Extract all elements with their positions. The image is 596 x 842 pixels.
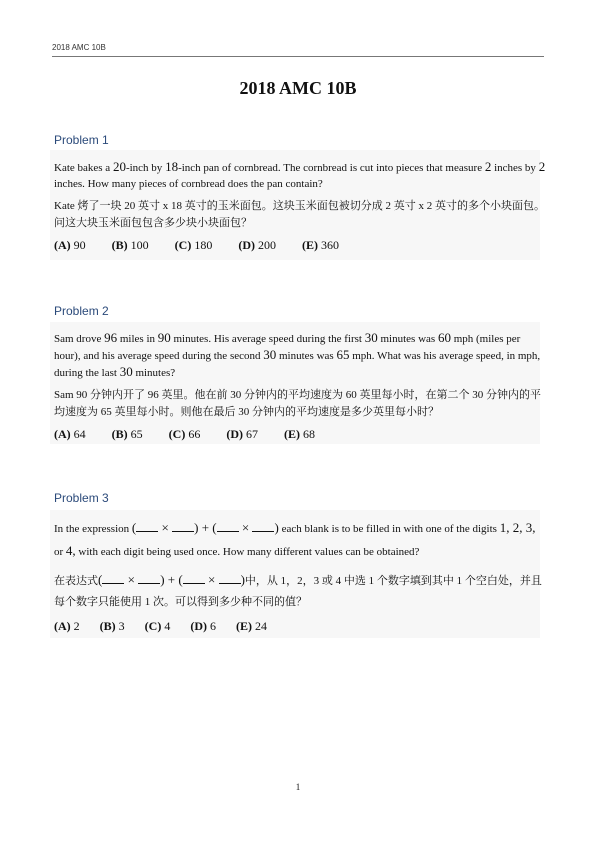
problem-1-text-en: Kate bakes a 20-inch by 18-inch pan of cornbread. The cornbread is cut into pieces that measure 2 inches by 2 inches. How many pieces of cornbread does the pan contain? (54, 159, 546, 190)
answer-choice: (D) 6 (190, 619, 217, 633)
blank (217, 522, 239, 532)
answer-choice: (E) 68 (284, 427, 316, 441)
answer-choice: (A) 90 (54, 238, 86, 252)
answer-choice: (B) 65 (111, 427, 143, 441)
answer-choice: (B) 3 (99, 619, 125, 633)
problem-3-answers (54, 619, 546, 634)
problem-1 (54, 133, 546, 253)
problem-1-text-zh: Kate 烤了一块 20 英寸 x 18 英寸的玉米面包。这块玉米面包被切分成 2 英寸 x 2 英寸的多个小块面包。问这大块玉米面包包含多少块小块面包？ (54, 200, 546, 229)
answer-choice: (A) 64 (54, 427, 86, 441)
blank (136, 522, 158, 532)
problem-2 (54, 304, 546, 442)
page-title: 2018 AMC 10B (239, 78, 357, 98)
answer-choice: (D) 200 (238, 238, 277, 252)
blank (102, 574, 124, 584)
blank (183, 574, 205, 584)
answer-choice: (E) 24 (236, 619, 268, 633)
problem-3-text-en: In the expression ( × ) + ( × ) each blank is to be filled in with one of the digits 1, 2, 3, or 4, with each digit being used once. How many different values can be obtained? (54, 520, 536, 558)
answer-choice: (A) 2 (54, 619, 80, 633)
problem-2-text-en: Sam drove 96 miles in 90 minutes. His average speed during the first 30 minutes was 60 mph (miles per hour), and his average speed during the second 30 minutes was 65 mph. What was his average speed, in mph, during the last 30 minutes? (54, 330, 541, 379)
answer-choice: (B) 100 (111, 238, 149, 252)
problem-1-title: Problem 1 (54, 133, 109, 147)
answer-choice: (D) 67 (226, 427, 259, 441)
answer-choice: (E) 360 (302, 238, 340, 252)
problem-2-text-zh: Sam 90 分钟内开了 96 英里。他在前 30 分钟内的平均速度为 60 英里每小时，在第二个 30 分钟内的平均速度为 65 英里每小时。则他在最后 30 分钟内的平均速度是多少英里每小时？ (54, 389, 542, 418)
answer-choice: (C) 4 (144, 619, 171, 633)
problem-3-title: Problem 3 (54, 491, 109, 505)
problem-1-answers (54, 238, 546, 253)
blank (219, 574, 241, 584)
answer-choice: (C) 66 (168, 427, 201, 441)
page-number: 1 (295, 782, 301, 792)
problem-2-answers (54, 427, 546, 442)
expression: ( × ) + ( × ) (98, 572, 245, 587)
answer-choice: (C) 180 (174, 238, 213, 252)
problem-3-text-zh: 在表达式( × ) + ( × )中，从 1，2，3 或 4 中选 1 个数字填到其中 1 个空白处，并且每个数字只能使用 1 次。可以得到多少种不同的值？ (54, 572, 542, 608)
blank (172, 522, 194, 532)
expression: ( × ) + ( × ) (131, 520, 279, 535)
blank (138, 574, 160, 584)
blank (252, 522, 274, 532)
problem-2-title: Problem 2 (54, 304, 109, 318)
problem-3 (54, 491, 546, 634)
header-rule (52, 56, 544, 57)
running-header: 2018 AMC 10B (52, 43, 106, 52)
